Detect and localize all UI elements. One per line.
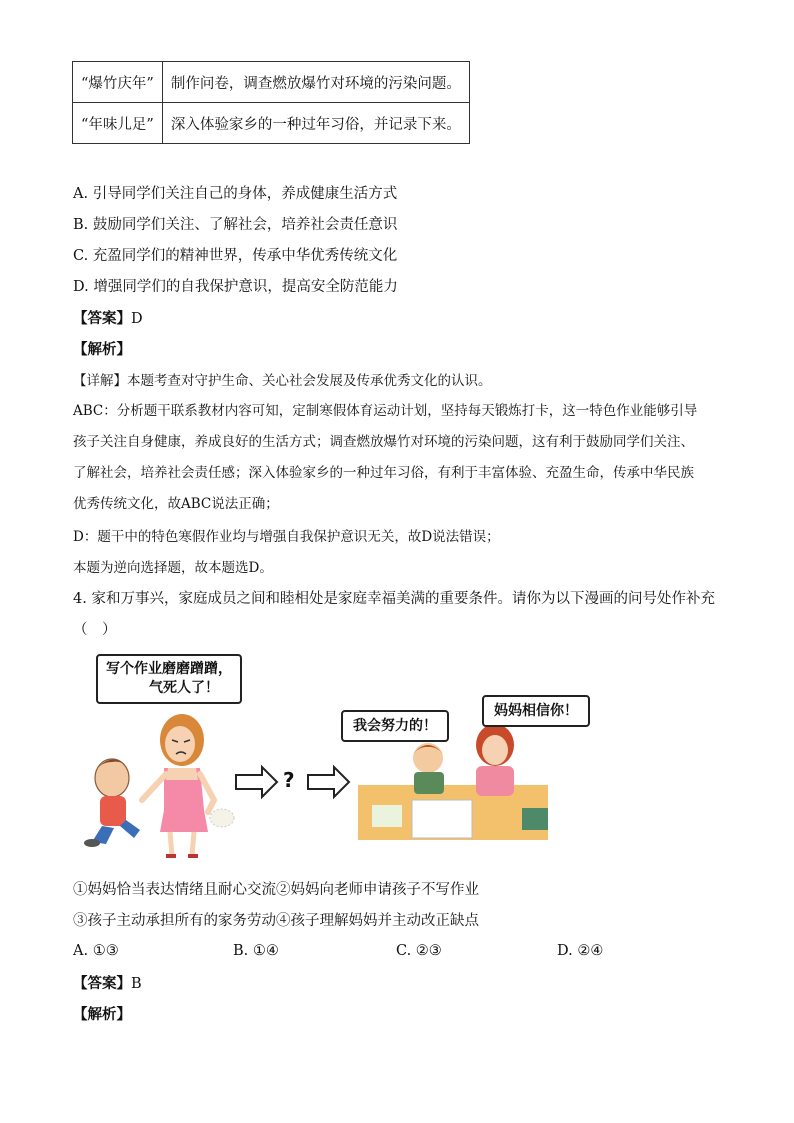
option-c: C. ②③ xyxy=(396,943,442,959)
mother-encourage-bubble: 妈妈相信你！ xyxy=(482,695,590,727)
detail-line: 本题为逆向选择题，故本题选D。 xyxy=(73,560,273,576)
homework-table xyxy=(72,61,470,144)
answer-blank: （ ） xyxy=(73,622,117,638)
answer-value: B xyxy=(131,976,142,992)
analysis-label: 【解析】 xyxy=(73,341,131,358)
question-4-stem: 4. 家和万事兴，家庭成员之间和睦相处是家庭幸福美满的重要条件。请你为以下漫画的问号处作补充 xyxy=(73,591,715,607)
mother-speech-line-1: 写个作业磨磨蹭蹭， xyxy=(106,661,232,677)
option-d: D. ②④ xyxy=(557,943,604,959)
option-b: B. ①④ xyxy=(233,943,279,959)
arrow-right-icon xyxy=(308,767,349,797)
answer-label: 【答案】 xyxy=(73,975,131,992)
answer-line xyxy=(73,974,142,994)
option-d: D. 增强同学们的自我保护意识，提高安全防范能力 xyxy=(73,279,398,295)
statement-line: ①妈妈恰当表达情绪且耐心交流②妈妈向老师申请孩子不写作业 xyxy=(73,882,479,898)
detail-line: ABC：分析题干联系教材内容可知，定制寒假体育运动计划，坚持每天锻炼打卡，这一特色作业能够引导 xyxy=(73,403,698,419)
answer-label: 【答案】 xyxy=(73,310,131,327)
crying-child-figure xyxy=(84,759,140,847)
option-a: A. 引导同学们关注自己的身体，养成健康生活方式 xyxy=(73,186,398,202)
option-a: A. ①③ xyxy=(73,943,119,959)
detail-line: D：题干中的特色寒假作业均与增强自我保护意识无关，故D说法错误； xyxy=(73,529,500,545)
detail-line: 优秀传统文化，故ABC说法正确； xyxy=(73,496,279,512)
answer-value: D xyxy=(131,311,143,327)
detail-line: 孩子关注自身健康，养成良好的生活方式；调查燃放爆竹对环境的污染问题，这有利于鼓励同学们关注、 xyxy=(73,434,694,450)
table-cell-task: 深入体验家乡的一种过年习俗，并记录下来。 xyxy=(162,103,469,144)
table-cell-name: “爆竹庆年” xyxy=(73,62,163,103)
mother-speech-bubble xyxy=(96,654,242,704)
table-cell-task: 制作问卷，调查燃放爆竹对环境的污染问题。 xyxy=(162,62,469,103)
child-speech-bubble: 我会努力的！ xyxy=(341,710,449,742)
detail-line: 【详解】本题考查对守护生命、关心社会发展及传承优秀文化的认识。 xyxy=(73,373,492,389)
option-b: B. 鼓励同学们关注、了解社会，培养社会责任意识 xyxy=(73,217,398,233)
statement-line: ③孩子主动承担所有的家务劳动④孩子理解妈妈并主动改正缺点 xyxy=(73,913,479,929)
table-row xyxy=(73,103,470,144)
angry-mother-figure xyxy=(142,714,234,856)
table-cell-name: “年味儿足” xyxy=(73,103,163,144)
mother-speech-line-2: 气死人了！ xyxy=(149,680,219,696)
option-c: C. 充盈同学们的精神世界，传承中华优秀传统文化 xyxy=(73,248,398,264)
answer-line xyxy=(73,309,143,329)
detail-line: 了解社会，培养社会责任感；深入体验家乡的一种过年习俗，有利于丰富体验、充盈生命，传承中华民族 xyxy=(73,465,694,481)
table-row xyxy=(73,62,470,103)
analysis-label: 【解析】 xyxy=(73,1006,131,1023)
arrow-right-icon xyxy=(236,767,277,797)
question-mark: ? xyxy=(283,768,295,792)
